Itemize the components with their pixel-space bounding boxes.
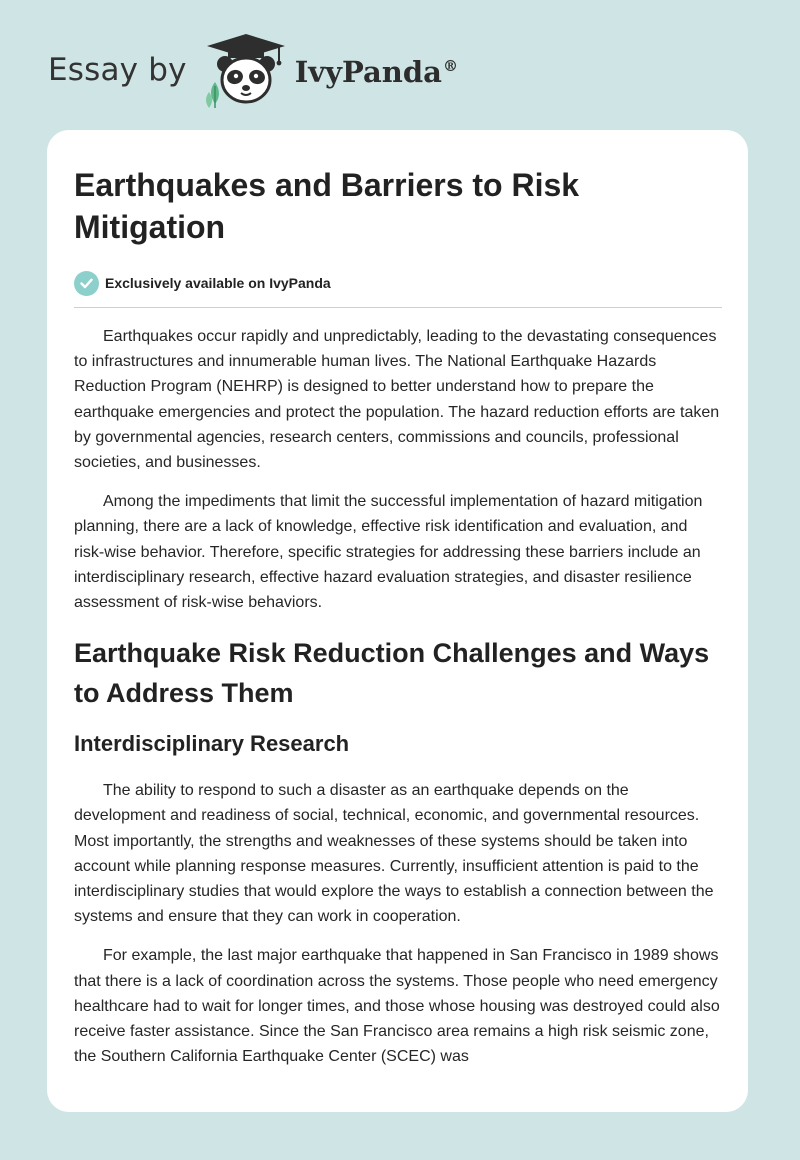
subsection-heading: Interdisciplinary Research [74, 731, 350, 757]
exclusive-badge [74, 269, 722, 297]
brand-header[interactable] [48, 30, 458, 110]
essay-title: Earthquakes and Barriers to Risk Mitigation [74, 167, 580, 245]
essay-card [47, 130, 748, 1112]
brand-name [295, 55, 458, 89]
section-paragraph-1: The ability to respond to such a disaster as an earthquake depends on the development and readiness of social, technical, economic, and governmental resources. Most importantly, the strengths and weaknesses of these systems should be taken into account while planning response measures. Currently, insufficient attention is paid to the interdisciplinary studies that would explore the ways to establish a connection between the systems and ensure that they can work in cooperation. [74, 782, 714, 926]
brand-name-text: IvyPanda [294, 55, 442, 89]
section-heading: Earthquake Risk Reduction Challenges and Ways to Address Them [74, 638, 710, 709]
check-icon [74, 271, 99, 296]
panda-logo-icon [201, 30, 291, 110]
intro-paragraph-2: Among the impediments that limit the successful implementation of hazard mitigation planning, there are a lack of knowledge, effective risk identification and evaluation, and risk-wise behavior. Therefore, specific strategies for addressing these barriers include an interdisciplinary research, effective hazard evaluation strategies, and disaster resilience assessment of risk-wise behaviors. [74, 493, 703, 612]
section-paragraph-2: For example, the last major earthquake that happened in San Francisco in 1989 shows that there is a lack of coordination across the systems. Those people who need emergency healthcare had to wait for longer times, and those whose housing was destroyed could also receive faster assistance. Since the San Francisco area remains a high risk seismic zone, the Southern California Earthquake Center (SCEC) was [74, 947, 720, 1066]
exclusive-label: Exclusively available on IvyPanda [105, 275, 331, 291]
divider [74, 307, 722, 308]
intro-paragraph-1: Earthquakes occur rapidly and unpredictably, leading to the devastating consequences to infrastructures and innumerable human lives. The National Earthquake Hazards Reduction Program (NEHRP) is designed to better understand how to prepare the earthquake emergencies and protect the population. The hazard reduction efforts are taken by governmental agencies, research centers, commissions and councils, professional societies, and businesses. [74, 328, 720, 472]
registered-mark: ® [442, 57, 458, 76]
brand-prefix: Essay by [48, 52, 187, 88]
